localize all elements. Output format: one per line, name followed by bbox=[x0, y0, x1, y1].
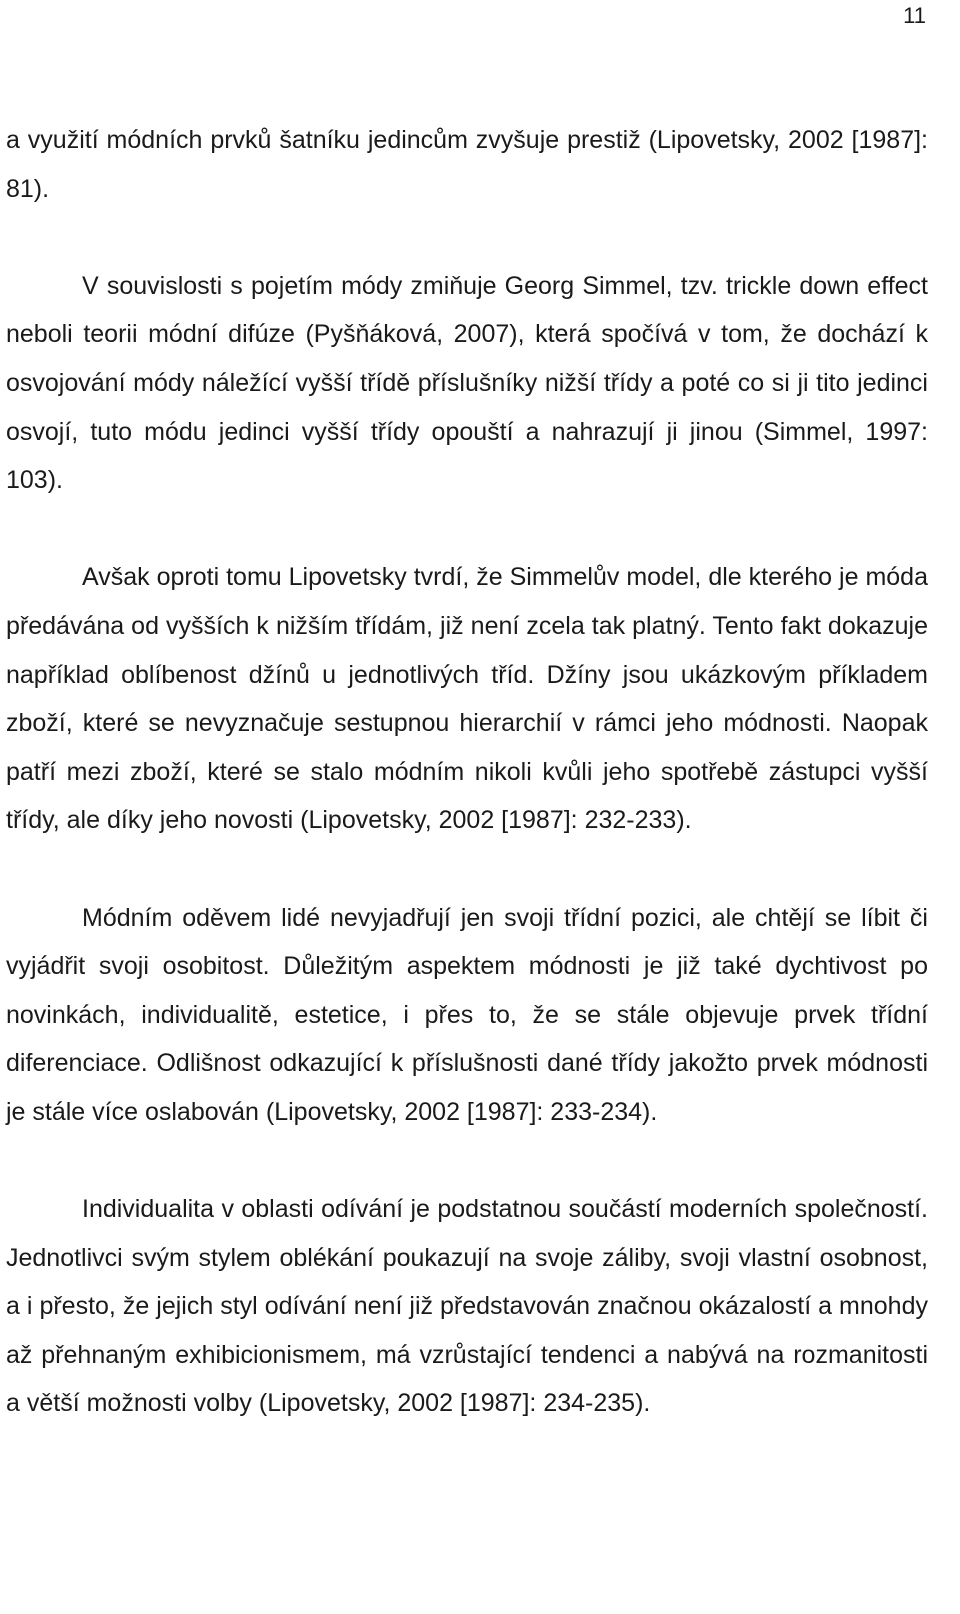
document-body bbox=[6, 116, 928, 1428]
paragraph-spacer bbox=[6, 213, 928, 262]
paragraph-odev: Módním oděvem lidé nevyjadřují jen svoji třídní pozici, ale chtějí se líbit či vyjádřit svoji osobitost. Důležitým aspektem módnosti je již také dychtivost po novinkách, individualitě, estetice, i přes to, že se stále objevuje prvek třídní diferenciace. Odlišnost odkazující k příslušnosti dané třídy jakožto prvek módnosti je stále více oslabován (Lipovetsky, 2002 [1987]: 233-234). bbox=[6, 903, 928, 1126]
paragraph-continuation: a využití módních prvků šatníku jedincům zvyšuje prestiž (Lipovetsky, 2002 [1987]: 81). bbox=[6, 126, 928, 203]
paragraph-spacer bbox=[6, 1136, 928, 1185]
page-number: 11 bbox=[903, 3, 926, 28]
paragraph-spacer bbox=[6, 505, 928, 554]
paragraph-spacer bbox=[6, 845, 928, 894]
paragraph-simmel: V souvislosti s pojetím módy zmiňuje Georg Simmel, tzv. trickle down effect neboli teorii módní difúze (Pyšňáková, 2007), která spočívá v tom, že dochází k osvojování módy náležící vyšší třídě příslušníky nižší třídy a poté co si ji tito jedinci osvojí, tuto módu jedinci vyšší třídy opouští a nahrazují ji jinou (Simmel, 1997: 103). bbox=[6, 271, 928, 495]
paragraph-individualita: Individualita v oblasti odívání je podstatnou součástí moderních společností. Jednotlivci svým stylem oblékání poukazují na svoje záliby, svoji vlastní osobnost, a i přesto, že jejich styl odívání není již představován značnou okázalostí a mnohdy až přehnaným exhibicionismem, má vzrůstající tendenci a nabývá na rozmanitosti a větší možnosti volby (Lipovetsky, 2002 [1987]: 234-235). bbox=[6, 1195, 928, 1418]
paragraph-lipovetsky: Avšak oproti tomu Lipovetsky tvrdí, že Simmelův model, dle kterého je móda předávána od vyšších k nižším třídám, již není zcela tak platný. Tento fakt dokazuje například oblíbenost džínů u jednotlivých tříd. Džíny jsou ukázkovým příkladem zboží, které se nevyznačuje sestupnou hierarchií v rámci jeho módnosti. Naopak patří mezi zboží, které se stalo módním nikoli kvůli jeho spotřebě zástupci vyšší třídy, ale díky jeho novosti (Lipovetsky, 2002 [1987]: 232-233). bbox=[6, 563, 928, 835]
